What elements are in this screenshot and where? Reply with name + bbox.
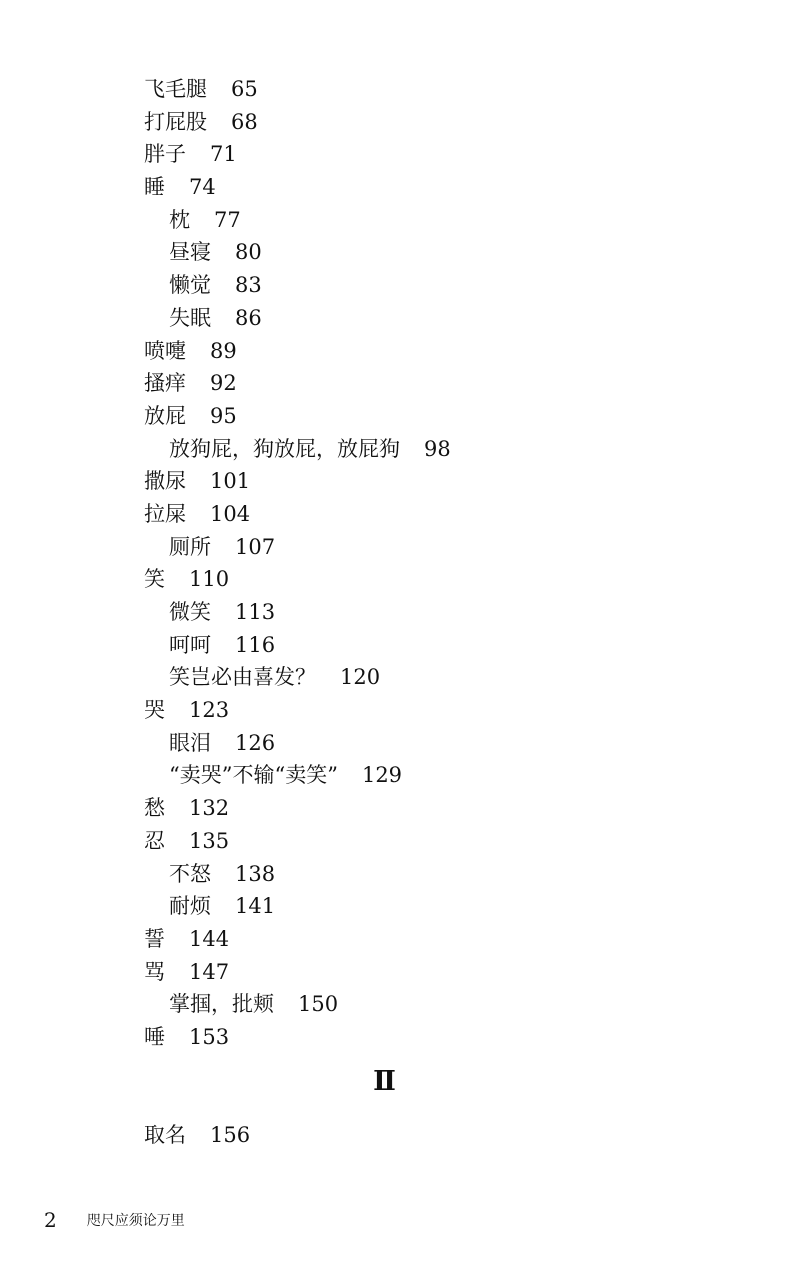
table-of-contents [144,73,704,1054]
toc-entry-title: 懒觉 [169,273,211,298]
toc-entry-page: 92 [210,371,237,396]
toc-entry-title: 笑岂必由喜发？ [169,665,316,690]
toc-subentry[interactable] [144,727,704,760]
toc-entry-title: 撒尿 [144,469,186,494]
toc-entry-page: 147 [189,959,230,984]
toc-entry-title: 笑 [144,567,165,592]
toc-entry-page: 138 [235,861,276,886]
toc-entry[interactable] [144,923,704,956]
toc-entry[interactable] [144,956,704,989]
page-footer [44,1208,185,1232]
toc-entry-title: 睡 [144,175,165,200]
toc-entry-title: 放屁 [144,403,186,428]
toc-subentry[interactable] [144,858,704,891]
toc-entry[interactable] [144,400,704,433]
toc-entry-title: 耐烦 [169,894,211,919]
toc-entry-page: 71 [210,142,237,167]
toc-subentry[interactable] [144,596,704,629]
toc-entry-title: 昼寝 [169,240,211,265]
toc-entry-page: 98 [424,436,451,461]
toc-subentry[interactable] [144,890,704,923]
toc-entry-page: 144 [189,926,230,951]
toc-entry-title: 厕所 [169,534,211,559]
toc-entry[interactable] [144,1119,250,1152]
toc-entry-page: 132 [189,796,230,821]
toc-entry[interactable] [144,1021,704,1054]
toc-subentry[interactable] [144,433,704,466]
toc-entry-page: 68 [231,109,258,134]
toc-entry-title: 誓 [144,926,165,951]
toc-entry-page: 116 [235,632,276,657]
table-of-contents-section-2 [144,1119,250,1152]
toc-entry-title: 喷嚏 [144,338,186,363]
section-heading [0,1066,790,1097]
toc-entry-title: 掌掴，批颊 [169,992,274,1017]
toc-entry-title: 拉屎 [144,501,186,526]
toc-entry[interactable] [144,335,704,368]
toc-entry-title: 取名 [144,1123,186,1147]
toc-entry[interactable] [144,367,704,400]
toc-subentry[interactable] [144,629,704,662]
toc-entry-page: 123 [189,698,230,723]
toc-entry-page: 77 [214,207,241,232]
section-numeral: Ⅱ [373,1066,397,1097]
toc-entry[interactable] [144,792,704,825]
toc-entry[interactable] [144,694,704,727]
toc-entry-title: 忍 [144,828,165,853]
toc-entry-title: 微笑 [169,600,211,624]
toc-entry-page: 153 [189,1024,230,1049]
toc-entry-page: 95 [210,403,237,428]
toc-subentry[interactable] [144,759,704,792]
toc-entry[interactable] [144,138,704,171]
toc-entry-title: 失眠 [169,305,211,330]
toc-entry-title: 愁 [144,796,165,821]
toc-entry[interactable] [144,465,704,498]
toc-entry-page: 135 [189,828,230,853]
toc-entry-title: 唾 [144,1024,165,1049]
toc-entry-title: 搔痒 [144,371,186,396]
toc-entry-title: 眼泪 [169,730,211,755]
toc-entry-page: 65 [231,77,258,101]
toc-entry-title: 骂 [144,959,165,984]
toc-entry[interactable] [144,563,704,596]
toc-entry-title: 飞毛腿 [144,77,207,101]
toc-entry-title: 放狗屁，狗放屁，放屁狗 [169,436,400,461]
toc-entry[interactable] [144,171,704,204]
footer-page-number: 2 [44,1208,57,1232]
toc-entry-page: 126 [235,730,276,755]
toc-entry-title: 呵呵 [169,632,211,657]
toc-entry-page: 110 [189,567,230,592]
toc-entry-page: 156 [210,1123,251,1147]
toc-subentry[interactable] [144,236,704,269]
toc-entry[interactable] [144,73,704,106]
toc-entry[interactable] [144,498,704,531]
toc-entry-page: 107 [235,534,276,559]
toc-entry[interactable] [144,825,704,858]
toc-entry-page: 113 [235,600,276,624]
toc-subentry[interactable] [144,988,704,1021]
toc-entry-page: 86 [235,305,262,330]
toc-entry-page: 89 [210,338,237,363]
toc-subentry[interactable] [144,531,704,564]
toc-entry-title: 哭 [144,698,165,723]
toc-entry-page: 83 [235,273,262,298]
toc-entry-title: 打屁股 [144,109,207,134]
toc-entry-page: 104 [210,501,251,526]
toc-entry-page: 150 [298,992,339,1017]
toc-entry[interactable] [144,106,704,139]
toc-subentry[interactable] [144,204,704,237]
toc-entry-page: 80 [235,240,262,265]
toc-entry-page: 141 [235,894,276,919]
toc-subentry[interactable] [144,269,704,302]
toc-entry-title: 枕 [169,207,190,232]
toc-entry-title: 不怒 [169,861,211,886]
footer-book-title: 咫尺应须论万里 [86,1213,185,1229]
toc-entry-title: 胖子 [144,142,186,167]
toc-entry-page: 129 [361,763,403,788]
toc-entry-page: 101 [210,469,251,494]
toc-entry-page: 74 [189,175,216,200]
toc-subentry[interactable] [144,661,704,694]
toc-entry-title: “卖哭”不输“卖笑” [169,763,338,788]
toc-subentry[interactable] [144,302,704,335]
toc-entry-page: 120 [340,665,381,690]
